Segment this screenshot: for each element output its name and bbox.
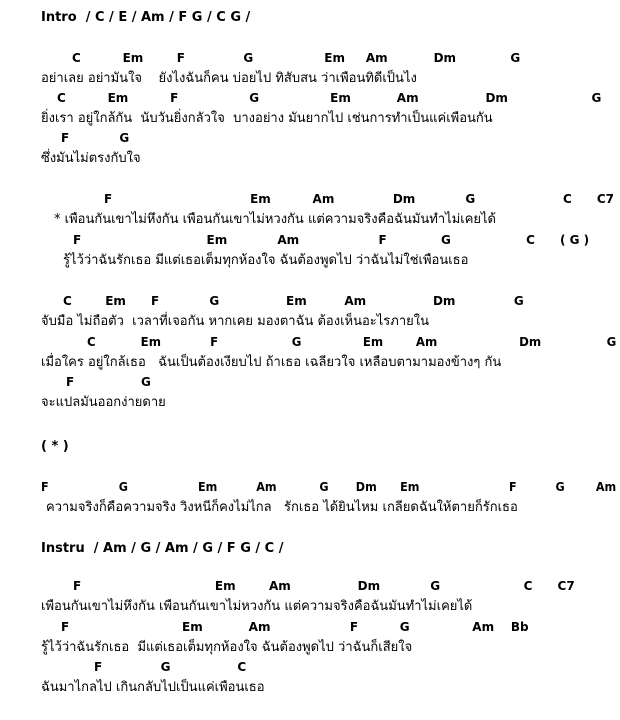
chorus-lyric-1: * เพือนกันเขาไม่หึงกัน เพือนกันเขาไม่หวงกัน แต่ความจริงคือฉันมันทำไม่เคยได้ <box>54 212 496 227</box>
verse1-chords-1: C Em F G Em Am Dm G <box>72 51 521 65</box>
verse2-chords-2: C Em F G Em Am Dm G <box>87 335 617 349</box>
instru-line: Instru / Am / G / Am / G / F G / C / <box>41 541 284 556</box>
verse1-lyric-2: ยิ่งเรา อยู่ใกล้กัน นับวันยิ่งกลัวใจ บางอย่าง มันยากไป เช่นการทำเป็นแค่เพือนกัน <box>41 111 493 126</box>
verse2-chords-1: C Em F G Em Am Dm G <box>63 294 524 308</box>
verse1-lyric-1: อย่าเลย อย่ามันใจ ยังไงฉันก็คน บ่อยไป ทิสับสน ว่าเพือนทิดีเป็นไง <box>41 71 417 86</box>
verse2-lyric-3: จะแปลมันออกง่ายดาย <box>41 395 166 410</box>
hook-lyric-1: ความจริงก็คือความจริง วิงหนีก็คงไม่ไกล รักเธอ ได้ยินไหม เกลียดฉันให้ตายก็รักเธอ <box>46 500 518 515</box>
outro-chords-2: F Em Am F G Am Bb <box>61 620 529 634</box>
outro-lyric-3: ฉันมาไกลไป เกินกลับไปเป็นแค่เพือนเธอ <box>41 680 265 695</box>
verse1-lyric-3: ซึ่งมันไม่ตรงกับใจ <box>41 151 141 166</box>
verse2-lyric-1: จับมือ ไม่ถือตัว เวลาที่เจอกัน หากเคย มองตาฉัน ต้องเห็นอะไรภายใน <box>41 314 430 329</box>
outro-chords-3: F G C <box>94 660 247 674</box>
verse2-chords-3: F G <box>66 375 151 389</box>
outro-lyric-1: เพือนกันเขาไม่หึงกัน เพือนกันเขาไม่หวงกัน แต่ความจริงคือฉันมันทำไม่เคยได้ <box>41 599 473 614</box>
chorus-chords-1: F Em Am Dm G C C7 <box>104 192 615 206</box>
chorus-lyric-2: รู้ไว้ว่าฉันรักเธอ มีแต่เธอเต็มทุกห้องใจ ฉันต้องพูดไป ว่าฉันไม่ใช่เพือนเธอ <box>63 253 469 268</box>
verse1-chords-2: C Em F G Em Am Dm G <box>57 91 602 105</box>
verse2-lyric-2: เมื่อใคร อยู่ใกล้เธอ ฉันเป็นต้องเงียบไป ถ้าเธอ เฉลียวใจ เหลือบตามามองข้างๆ กัน <box>41 355 502 370</box>
chorus-chords-2: F Em Am F G C ( G ) <box>73 233 590 247</box>
intro-line: Intro / C / E / Am / F G / C G / <box>41 10 251 25</box>
outro-lyric-2: รู้ไว้ว่าฉันรักเธอ มีแต่เธอเต็มทุกห้องใจ ฉันต้องพูดไป ว่าฉันก็เสียใจ <box>41 640 413 655</box>
chorus-repeat-marker: ( * ) <box>41 439 69 454</box>
verse1-chords-3: F G <box>61 131 130 145</box>
outro-chords-1: F Em Am Dm G C C7 <box>73 579 575 593</box>
hook-chords-1: F G Em Am G Dm Em F G Am <box>41 480 617 494</box>
